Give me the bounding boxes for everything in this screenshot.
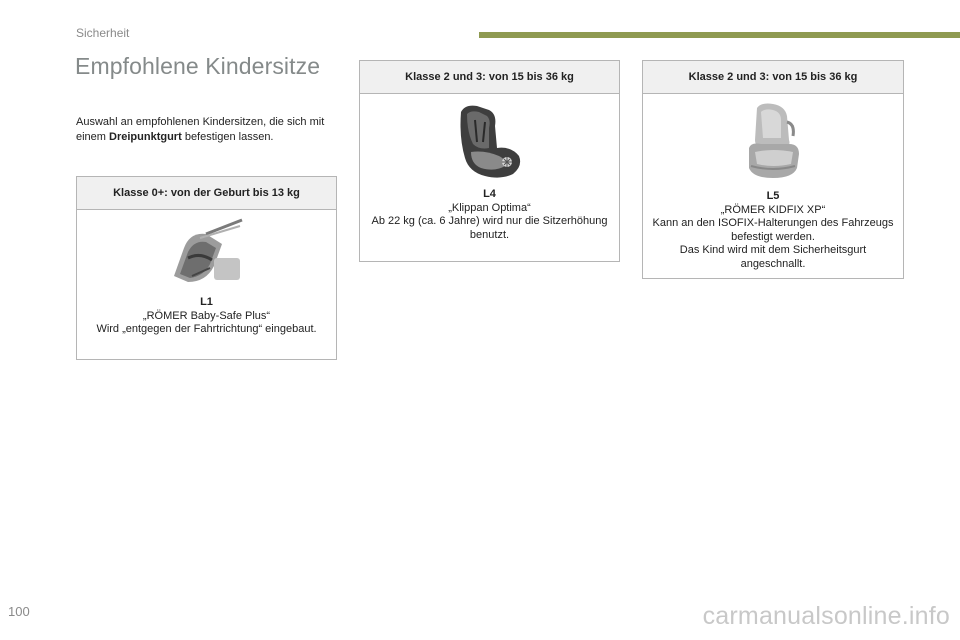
child-seat-image-l1 xyxy=(77,218,336,288)
child-seat-card-l4 xyxy=(359,60,620,262)
seat-note: Kann an den ISOFIX-Halterungen des Fahrzeugs befestigt werden. xyxy=(652,217,894,243)
intro-emphasis: Dreipunktgurt xyxy=(109,131,182,143)
intro-text-after: befestigen lassen. xyxy=(181,131,274,143)
card-description xyxy=(643,190,903,271)
page-number: 100 xyxy=(8,604,30,619)
seat-note: Das Kind wird mit dem Sicherheitsgurt angeschnallt. xyxy=(679,244,867,270)
seat-name: „RÖMER KIDFIX XP“ xyxy=(720,203,826,216)
card-header: Klasse 2 und 3: von 15 bis 36 kg xyxy=(360,61,619,94)
card-header: Klasse 0+: von der Geburt bis 13 kg xyxy=(77,177,336,210)
intro-paragraph xyxy=(76,115,346,145)
seat-name: „RÖMER Baby-Safe Plus“ xyxy=(142,309,271,322)
watermark: carmanualsonline.info xyxy=(702,602,950,630)
child-seat-image-l5 xyxy=(643,102,903,182)
seat-code: L1 xyxy=(200,296,213,308)
seat-note: Wird „entgegen der Fahrtrichtung“ eingebaut. xyxy=(96,323,317,335)
card-description xyxy=(77,296,336,337)
child-seat-card-l5 xyxy=(642,60,904,279)
intro-text-before: Auswahl an empfohlenen Kindersitzen, die sich mit einem xyxy=(76,116,325,143)
seat-name: „Klippan Optima“ xyxy=(448,201,531,214)
infant-carrier-icon xyxy=(170,218,244,288)
card-header: Klasse 2 und 3: von 15 bis 36 kg xyxy=(643,61,903,94)
booster-seat-icon xyxy=(743,102,803,182)
child-seat-image-l4 xyxy=(360,102,619,180)
section-accent-bar xyxy=(479,32,960,38)
seat-note: Ab 22 kg (ca. 6 Jahre) wird nur die Sitzerhöhung benutzt. xyxy=(371,215,608,241)
card-description xyxy=(360,188,619,242)
page-title: Empfohlene Kindersitze xyxy=(75,53,321,79)
seat-code: L4 xyxy=(483,188,496,200)
section-label: Sicherheit xyxy=(76,26,130,40)
seat-code: L5 xyxy=(766,190,780,202)
child-seat-card-l1 xyxy=(76,176,337,360)
booster-seat-icon xyxy=(455,102,525,180)
